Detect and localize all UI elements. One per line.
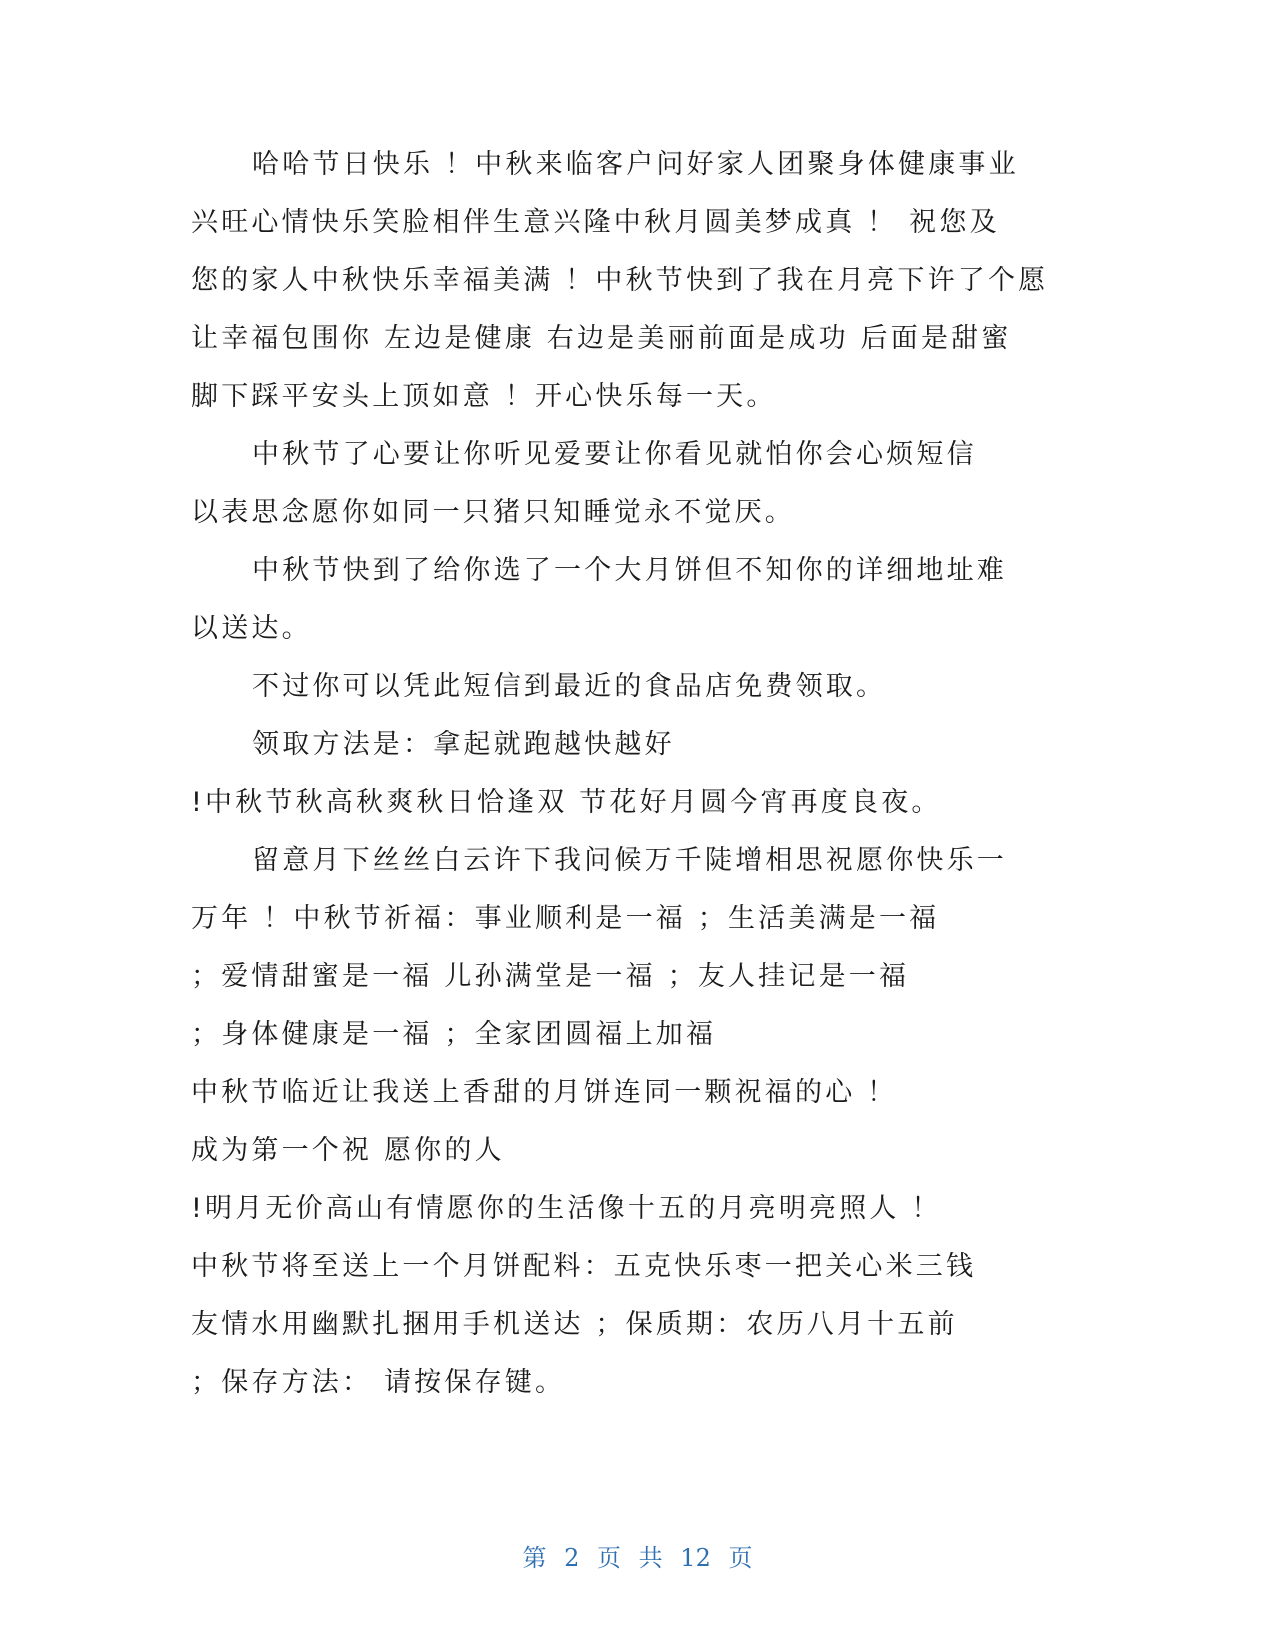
text-line: 中秋节将至送上一个月饼配料：五克快乐枣一把关心米三钱 <box>191 1251 977 1282</box>
text-line: 哈哈节日快乐 ！中秋来临客户问好家人团聚身体健康事业 <box>252 149 1019 180</box>
text-line: 中秋节了心要让你听见爱要让你看见就怕你会心烦短信 <box>252 439 977 470</box>
text-line: ；身体健康是一福 ；全家团圆福上加福 <box>191 1019 717 1050</box>
text-line: 中秋节快到了给你选了一个大月饼但不知你的详细地址难 <box>252 555 1007 586</box>
text-line: 以表思念愿你如同一只猪只知睡觉永不觉厌。 <box>191 497 795 528</box>
text-line: ；保存方法： 请按保存键。 <box>191 1367 566 1398</box>
text-line: 中秋节临近让我送上香甜的月饼连同一颗祝福的心 ！ <box>191 1077 898 1108</box>
text-line: 以送达。 <box>191 613 312 644</box>
text-line: 友情水用幽默扎捆用手机送达 ；保质期：农历八月十五前 <box>191 1309 958 1340</box>
text-line: 成为第一个祝 愿你的人 <box>191 1135 505 1166</box>
text-line: !明月无价高山有情愿你的生活像十五的月亮明亮照人 ！ <box>191 1193 942 1224</box>
text-line: 让幸福包围你 左边是健康 右边是美丽前面是成功 后面是甜蜜 <box>191 323 1012 354</box>
text-line: 领取方法是：拿起就跑越快越好 <box>252 729 675 760</box>
text-line: 留意月下丝丝白云许下我问候万千陡增相思祝愿你快乐一 <box>252 845 1007 876</box>
text-line: !中秋节秋高秋爽秋日恰逢双 节花好月圆今宵再度良夜。 <box>191 787 942 818</box>
text-line: 兴旺心情快乐笑脸相伴生意兴隆中秋月圆美梦成真 ！ 祝您及 <box>191 207 1000 238</box>
page-number-footer: 第 2 页 共 12 页 <box>522 1544 753 1572</box>
text-line: 您的家人中秋快乐幸福美满 ！中秋节快到了我在月亮下许了个愿 <box>191 265 1049 296</box>
text-line: ；爱情甜蜜是一福 儿孙满堂是一福 ；友人挂记是一福 <box>191 961 910 992</box>
text-line: 万年 ！中秋节祈福：事业顺利是一福 ；生活美满是一福 <box>191 903 940 934</box>
text-line: 不过你可以凭此短信到最近的食品店免费领取。 <box>252 671 887 702</box>
text-line: 脚下踩平安头上顶如意 ！开心快乐每一天。 <box>191 381 777 412</box>
